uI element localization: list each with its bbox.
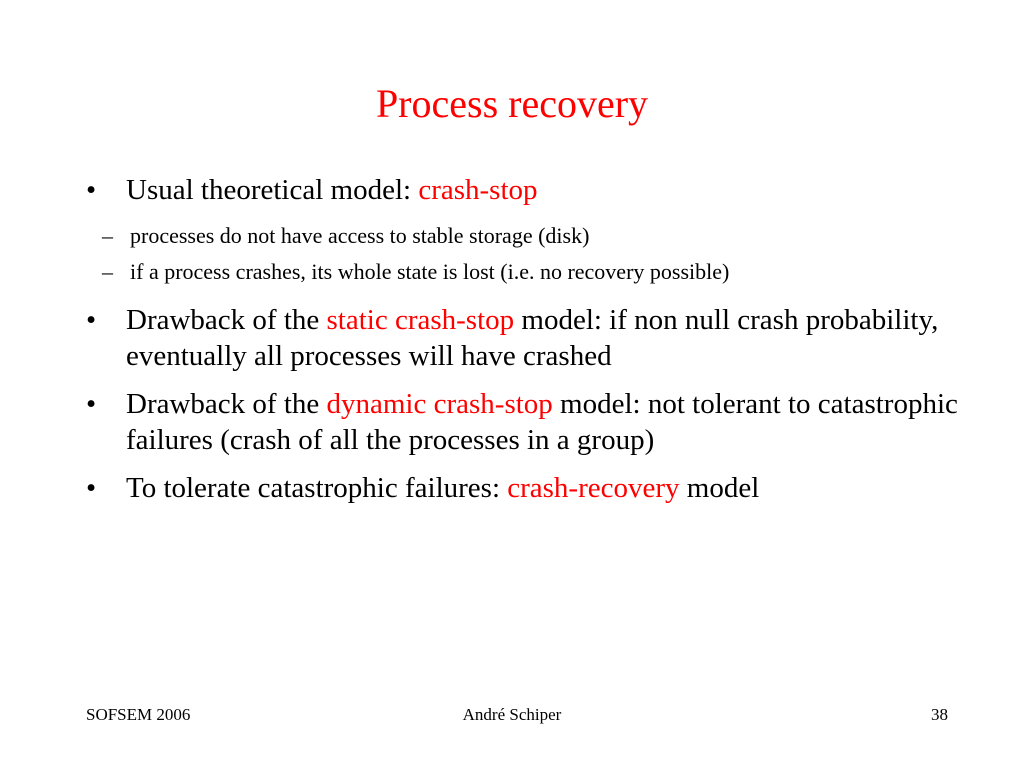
footer-author: André Schiper bbox=[462, 705, 562, 724]
sub-bullet-dash: – bbox=[102, 223, 113, 248]
sub-bullet-text: if a process crashes, its whole state is lost (i.e. no recovery possible) bbox=[130, 259, 730, 284]
bullet-item bbox=[86, 302, 966, 374]
highlight-term: crash-stop bbox=[418, 174, 538, 206]
bullet-text: Drawback of the bbox=[126, 304, 327, 336]
bullet-text: To tolerate catastrophic failures: bbox=[126, 472, 508, 504]
slide-title: Process recovery bbox=[375, 81, 649, 126]
bullet-item bbox=[86, 172, 966, 208]
highlight-term: dynamic crash-stop bbox=[326, 388, 553, 420]
sub-bullet-item bbox=[46, 220, 966, 252]
bullet-text: model: not tolerant to catastrophic failures (crash of all the processes in a group) bbox=[126, 388, 958, 456]
sub-bullet-list bbox=[46, 220, 966, 288]
bullet-marker: • bbox=[86, 304, 97, 336]
footer-conference: SOFSEM 2006 bbox=[86, 705, 191, 724]
bullet-text: model bbox=[679, 472, 760, 504]
bullet-item bbox=[86, 470, 966, 506]
bullet-marker: • bbox=[86, 388, 97, 420]
bullet-text: model: if non null crash probability, eventually all processes will have crashed bbox=[126, 304, 939, 372]
bullet-text: Drawback of the bbox=[126, 388, 327, 420]
sub-bullet-dash: – bbox=[102, 259, 113, 284]
highlight-term: crash-recovery bbox=[507, 472, 680, 504]
footer-page-number: 38 bbox=[931, 705, 948, 724]
slide-content bbox=[86, 172, 966, 518]
bullet-item bbox=[86, 386, 966, 458]
sub-bullet-item bbox=[46, 256, 966, 288]
bullet-marker: • bbox=[86, 174, 97, 206]
sub-bullet-text: processes do not have access to stable storage (disk) bbox=[130, 223, 590, 248]
bullet-marker: • bbox=[86, 472, 97, 504]
bullet-text: Usual theoretical model: bbox=[126, 174, 419, 206]
highlight-term: static crash-stop bbox=[326, 304, 515, 336]
